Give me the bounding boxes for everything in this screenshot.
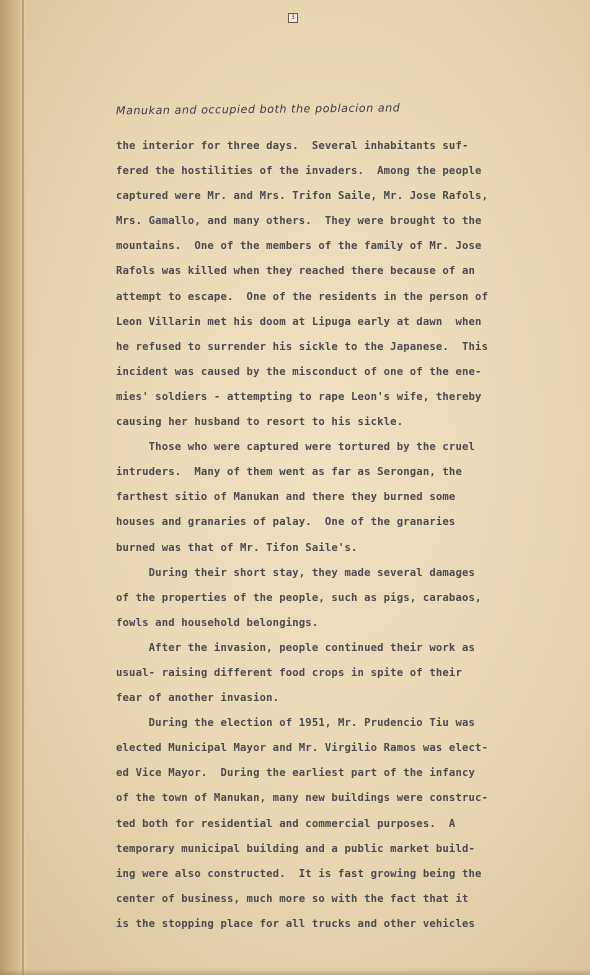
text-line: ed Vice Mayor. During the earliest part of the infancy bbox=[116, 767, 476, 780]
text-line: temporary municipal building and a public market build- bbox=[116, 842, 476, 855]
text-line: elected Municipal Mayor and Mr. Virgilio Ramos was elect- bbox=[116, 742, 489, 755]
text-line: causing her husband to resort to his sickle. bbox=[116, 416, 404, 429]
text-line: burned was that of Mr. Tifon Saile's. bbox=[116, 541, 358, 554]
text-line: attempt to escape. One of the residents in the person of bbox=[116, 290, 489, 303]
text-line: of the town of Manukan, many new buildings were construc- bbox=[116, 792, 489, 805]
text-line: fowls and household belongings. bbox=[116, 616, 319, 629]
text-line: he refused to surrender his sickle to the Japanese. This bbox=[116, 340, 489, 353]
text-line: of the properties of the people, such as pigs, carabaos, bbox=[116, 591, 482, 604]
page-number-marker: 3 bbox=[288, 13, 298, 23]
text-line: houses and granaries of palay. One of the granaries bbox=[116, 516, 456, 529]
page-bottom-shadow bbox=[0, 969, 590, 975]
text-line: During their short stay, they made several damages bbox=[116, 566, 476, 579]
text-line: center of business, much more so with the fact that it bbox=[116, 892, 469, 905]
text-line: is the stopping place for all trucks and other vehicles bbox=[116, 917, 476, 930]
text-line: captured were Mr. and Mrs. Trifon Saile, Mr. Jose Rafols, bbox=[116, 190, 489, 203]
text-line: Rafols was killed when they reached there because of an bbox=[116, 265, 476, 278]
text-line: the interior for three days. Several inhabitants suf- bbox=[116, 140, 469, 152]
typewritten-body bbox=[116, 134, 546, 937]
text-line: During the election of 1951, Mr. Prudencio Tiu was bbox=[116, 717, 476, 730]
text-line: mountains. One of the members of the family of Mr. Jose bbox=[116, 240, 482, 253]
text-line: usual- raising different food crops in spite of their bbox=[116, 666, 462, 679]
text-line: Mrs. Gamallo, and many others. They were brought to the bbox=[116, 215, 482, 228]
text-line: Leon Villarin met his doom at Lipuga early at dawn when bbox=[116, 315, 482, 328]
text-line: After the invasion, people continued their work as bbox=[116, 641, 476, 654]
handwritten-annotation: Manukan and occupied both the poblacion and bbox=[115, 101, 401, 118]
text-line: fear of another invasion. bbox=[116, 692, 280, 705]
binding-crease bbox=[22, 0, 24, 975]
text-line: fered the hostilities of the invaders. Among the people bbox=[116, 165, 482, 178]
text-line: mies' soldiers - attempting to rape Leon's wife, thereby bbox=[116, 390, 482, 403]
text-line: incident was caused by the misconduct of one of the ene- bbox=[116, 365, 482, 378]
text-line: intruders. Many of them went as far as Serongan, the bbox=[116, 466, 462, 479]
text-line: ing were also constructed. It is fast growing being the bbox=[116, 867, 482, 880]
text-line: farthest sitio of Manukan and there they burned some bbox=[116, 491, 456, 504]
text-line: ted both for residential and commercial purposes. A bbox=[116, 817, 456, 830]
text-line: Those who were captured were tortured by the cruel bbox=[116, 441, 476, 454]
